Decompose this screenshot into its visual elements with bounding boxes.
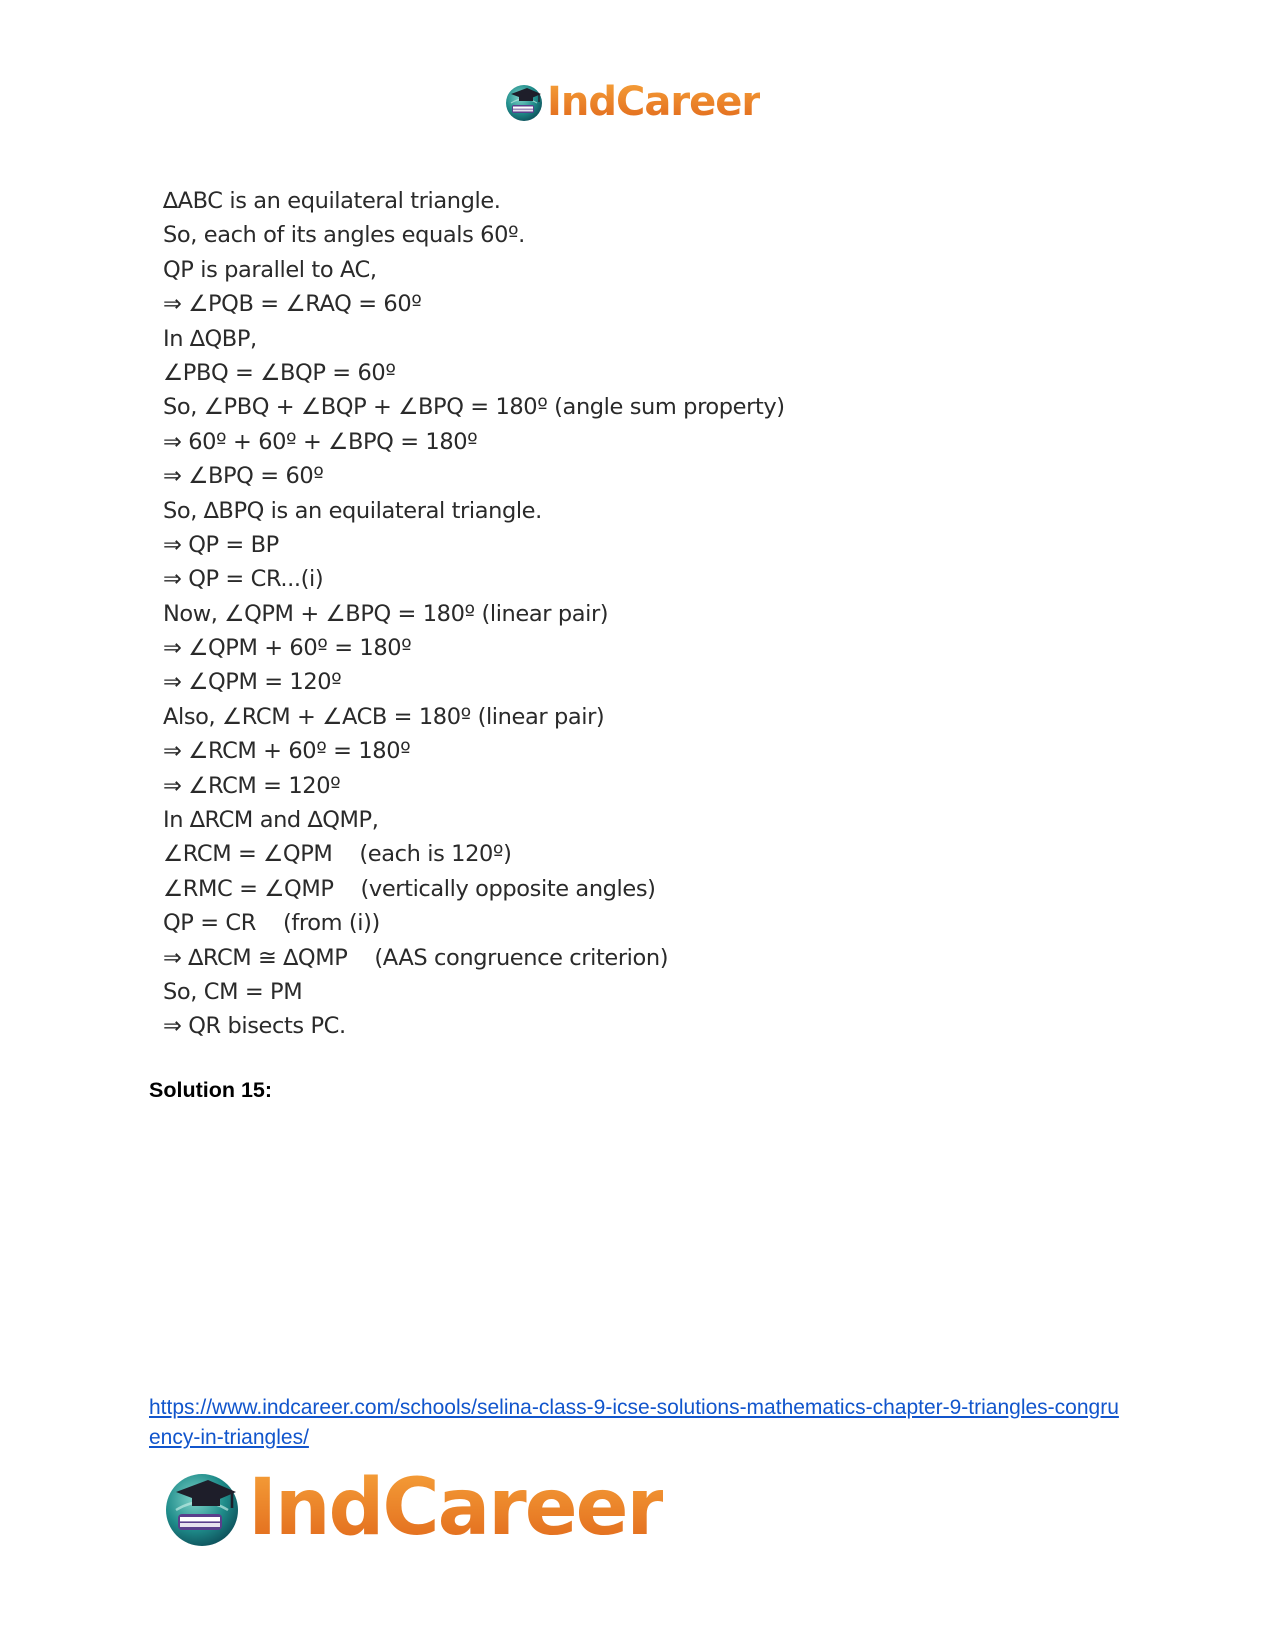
solution-line: ⇒ ∠RCM + 60º = 180º xyxy=(163,738,411,765)
solution-line: QP = CR (from (i)) xyxy=(163,910,380,937)
solution-working xyxy=(163,184,923,1044)
solution-line: ⇒ 60º + 60º + ∠BPQ = 180º xyxy=(163,428,478,455)
solution-line: ⇒ QR bisects PC. xyxy=(163,1013,346,1040)
solution-heading: Solution 15: xyxy=(149,1078,273,1102)
graduation-cap-globe-icon xyxy=(160,1466,244,1550)
solution-line: ∠PBQ = ∠BQP = 60º xyxy=(163,359,396,386)
solution-line: ∠RCM = ∠QPM (each is 120º) xyxy=(163,841,512,868)
solution-line: ∆ABC is an equilateral triangle. xyxy=(163,188,501,214)
indcareer-logo-footer xyxy=(160,1463,663,1553)
solution-line: So, CM = PM xyxy=(163,978,303,1005)
solution-line: ⇒ ∠QPM = 120º xyxy=(163,669,342,696)
solution-line: In ∆QBP, xyxy=(163,325,257,352)
solution-line: ⇒ QP = CR...(i) xyxy=(163,566,324,593)
brand-wordmark: IndCareer xyxy=(547,79,761,125)
solution-line: So, ∠PBQ + ∠BQP + ∠BPQ = 180º (angle sum property) xyxy=(163,394,785,421)
solution-line: So, ∆BPQ is an equilateral triangle. xyxy=(163,497,542,524)
indcareer-logo-header xyxy=(503,78,760,126)
solution-line: ⇒ ∆RCM ≅ ∆QMP (AAS congruence criterion) xyxy=(163,944,669,971)
solution-line: ⇒ QP = BP xyxy=(163,531,279,558)
graduation-cap-globe-icon xyxy=(503,81,545,123)
solution-line: Now, ∠QPM + ∠BPQ = 180º (linear pair) xyxy=(163,600,609,627)
solution-line: So, each of its angles equals 60º. xyxy=(163,222,525,249)
solution-line: QP is parallel to AC, xyxy=(163,256,377,283)
solution-line: ∠RMC = ∠QMP (vertically opposite angles) xyxy=(163,875,656,902)
solution-line: ⇒ ∠RCM = 120º xyxy=(163,772,341,799)
solution-line: Also, ∠RCM + ∠ACB = 180º (linear pair) xyxy=(163,703,605,730)
solution-line: ⇒ ∠QPM + 60º = 180º xyxy=(163,635,412,662)
solution-line: ⇒ ∠BPQ = 60º xyxy=(163,463,324,490)
solution-line: ⇒ ∠PQB = ∠RAQ = 60º xyxy=(163,291,422,318)
solution-line: In ∆RCM and ∆QMP, xyxy=(163,807,379,834)
source-url-link[interactable]: https://www.indcareer.com/schools/selina-class-9-icse-solutions-mathematics-chapter-9-triangles-congruency-in-triangles/ xyxy=(149,1396,1119,1449)
brand-wordmark: IndCareer xyxy=(248,1463,663,1553)
